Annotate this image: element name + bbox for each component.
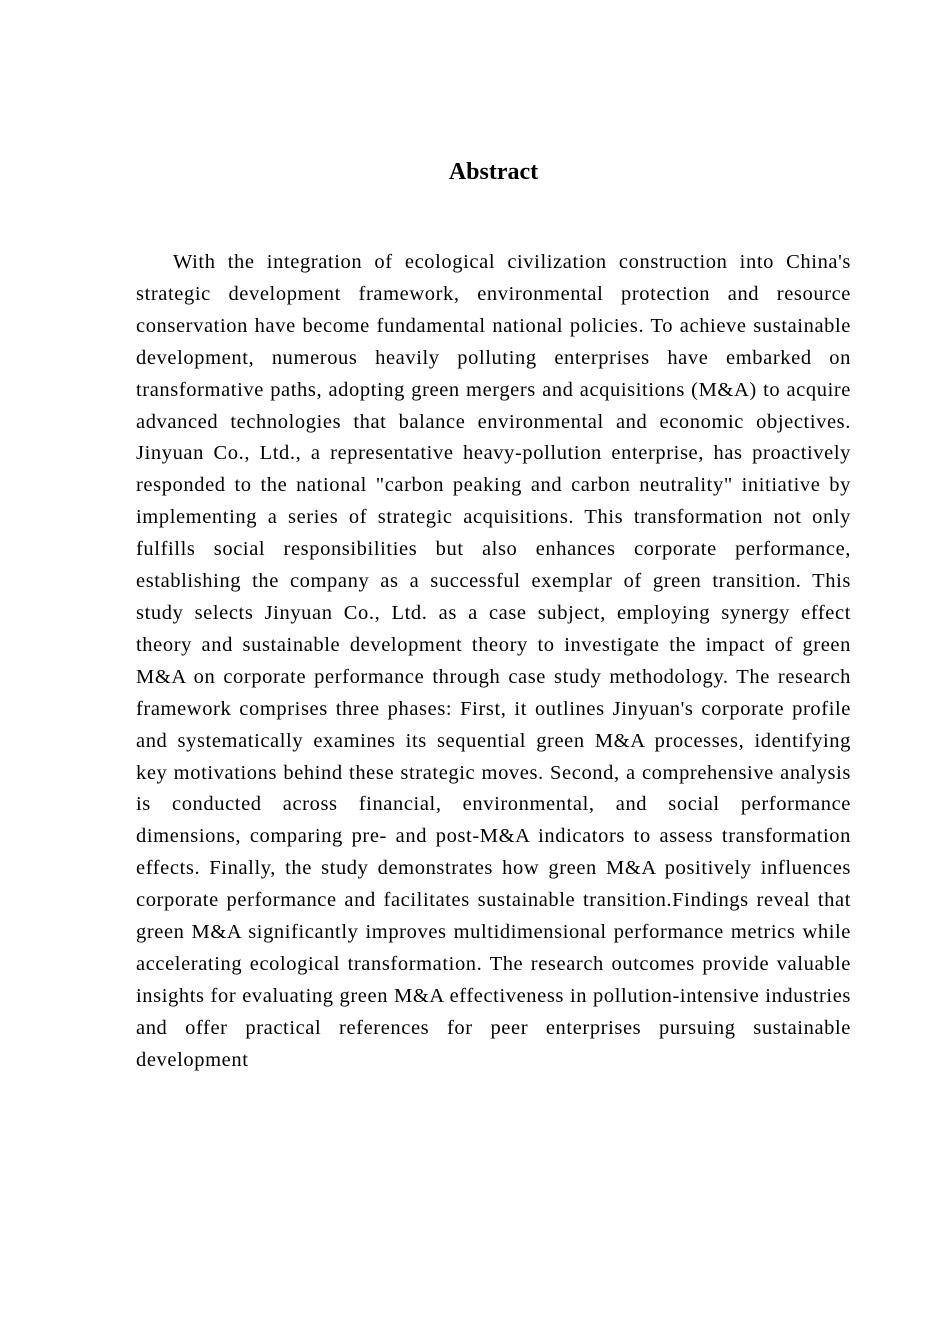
abstract-title: Abstract <box>448 159 539 185</box>
abstract-paragraph: With the integration of ecological civilization construction into China's strategic development framework, environmental protection and resource conservation have become fundamental national policies. To achieve sustainable development, numerous heavily polluting enterprises have embarked on transformative paths, adopting green mergers and acquisitions (M&A) to acquire advanced technologies that balance environmental and economic objectives. Jinyuan Co., Ltd., a representative heavy-pollution enterprise, has proactively responded to the national "carbon peaking and carbon neutrality" initiative by implementing a series of strategic acquisitions. This transformation not only fulfills social responsibilities but also enhances corporate performance, establishing the company as a successful exemplar of green transition. This study selects Jinyuan Co., Ltd. as a case subject, employing synergy effect theory and sustainable development theory to investigate the impact of green M&A on corporate performance through case study methodology. The research framework comprises three phases: First, it outlines Jinyuan's corporate profile and systematically examines its sequential green M&A processes, identifying key motivations behind these strategic moves. Second, a comprehensive analysis is conducted across financial, environmental, and social performance dimensions, comparing pre- and post-M&A indicators to assess transformation effects. Finally, the study demonstrates how green M&A positively influences corporate performance and facilitates sustainable transition.Findings reveal that green M&A significantly improves multidimensional performance metrics while accelerating ecological transformation. The research outcomes provide valuable insights for evaluating green M&A effectiveness in pollution-intensive industries and offer practical references for peer enterprises pursuing sustainable development <box>136 251 851 1071</box>
